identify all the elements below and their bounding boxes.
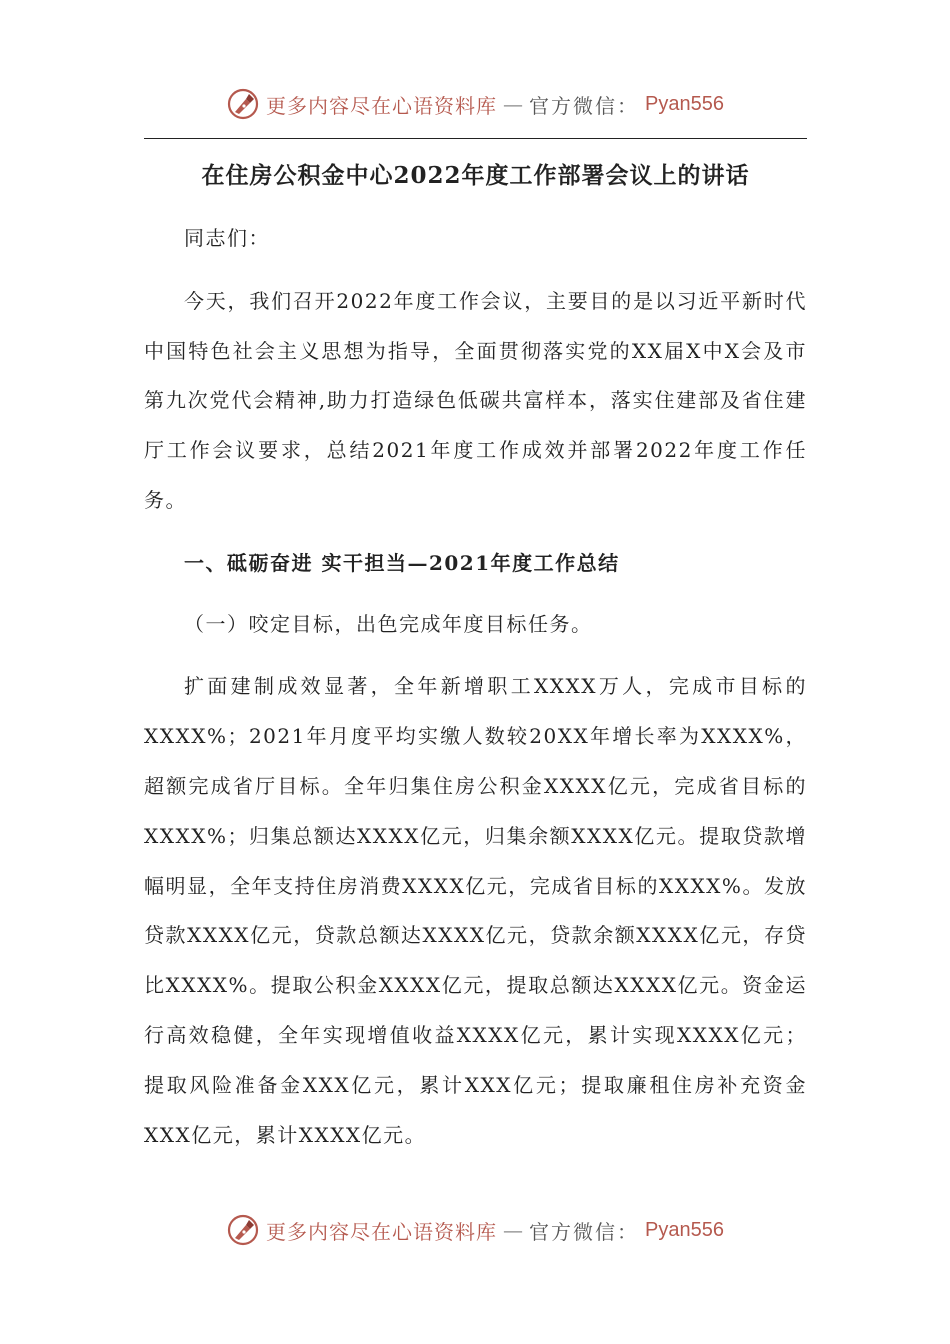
- subsection-heading: （一）咬定目标，出色完成年度目标任务。: [184, 611, 593, 636]
- salutation: 同志们：: [184, 226, 270, 250]
- watermark-wechat-id: Pyan556: [645, 92, 724, 115]
- header-divider: [144, 138, 807, 139]
- document-body: [144, 150, 807, 1160]
- watermark-site-text: 更多内容尽在心语资料库: [266, 93, 498, 118]
- body-paragraph: 扩面建制成效显著，全年新增职工XXXX万人，完成市目标的XXXX%；2021年月度平均实缴人数较20XX年增长率为XXXX%，超额完成省厅目标。全年归集住房公积金XXXX亿元，完成省目标的XXXX%；归集总额达XXXX亿元，归集余额XXXX亿元。提取贷款增幅明显，全年支持住房消费XXXX亿元，完成省目标的XXXX%。发放贷款XXXX亿元，贷款总额达XXXX亿元，贷款余额XXXX亿元，存贷比XXXX%。提取公积金XXXX亿元，提取总额达XXXX亿元。资金运行高效稳健，全年实现增值收益XXXX亿元，累计实现XXXX亿元；提取风险准备金XXX亿元，累计XXX亿元；提取廉租住房补充资金XXX亿元，累计XXXX亿元。: [144, 674, 807, 1147]
- watermark-label: 官方微信：: [529, 93, 640, 118]
- watermark-banner-top: [0, 84, 950, 124]
- watermark-wechat-id: Pyan556: [645, 1218, 724, 1241]
- watermark-site-text: 更多内容尽在心语资料库: [266, 1219, 498, 1244]
- watermark-dash: —: [503, 92, 524, 116]
- intro-paragraph: 今天，我们召开2022年度工作会议，主要目的是以习近平新时代中国特色社会主义思想为指导，全面贯彻落实党的XX届X中X会及市第九次党代会精神,助力打造绿色低碳共富样本，落实住建部及省住建厅工作会议要求，总结2021年度工作成效并部署2022年度工作任务。: [144, 288, 807, 512]
- watermark-dash: —: [503, 1218, 524, 1242]
- pen-nib-logo-icon: [226, 1213, 260, 1247]
- document-title: 在住房公积金中心2022年度工作部署会议上的讲话: [201, 162, 750, 189]
- pen-nib-logo-icon: [226, 87, 260, 121]
- watermark-label: 官方微信：: [529, 1219, 640, 1244]
- watermark-banner-bottom: [0, 1210, 950, 1250]
- section-heading: 一、砥砺奋进 实干担当—2021年度工作总结: [184, 550, 620, 575]
